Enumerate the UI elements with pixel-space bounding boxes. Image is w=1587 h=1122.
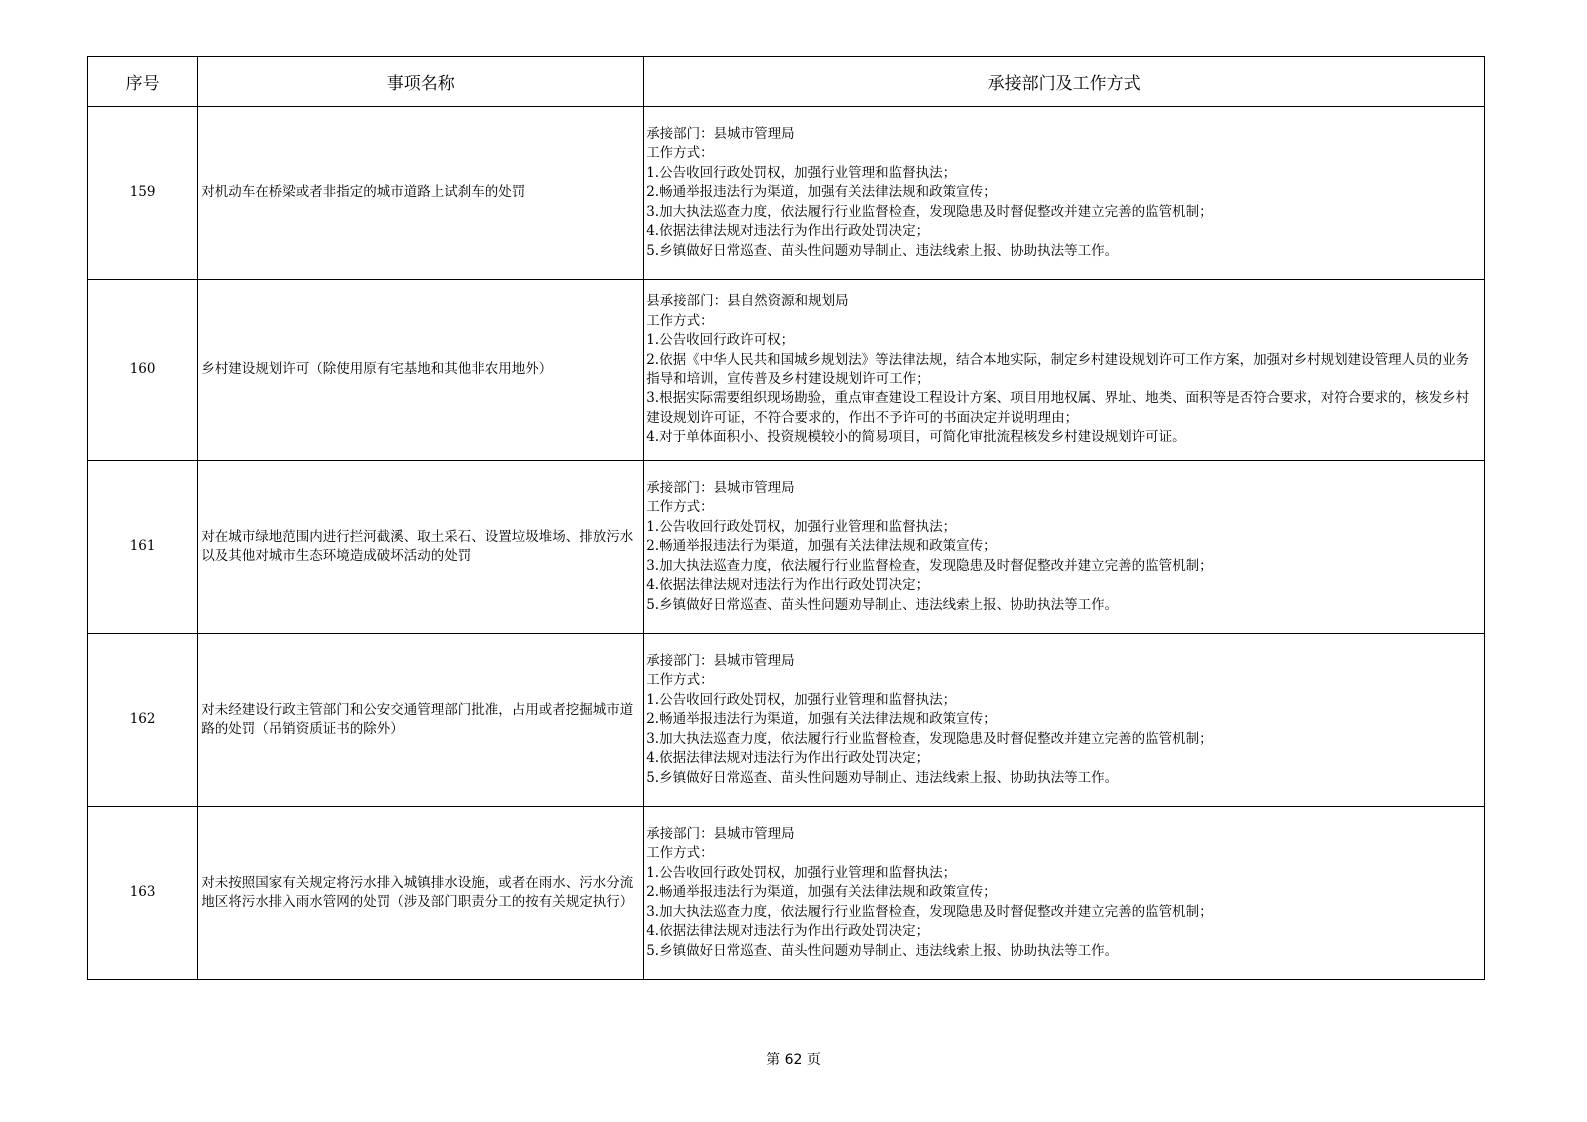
matters-table [87, 56, 1485, 980]
work-method-step: 1.公告收回行政处罚权，加强行业管理和监督执法； [646, 864, 957, 881]
work-method-step: 5.乡镇做好日常巡查、苗头性问题劝导制止、违法线索上报、协助执法等工作。 [646, 769, 1119, 786]
department-method-cell [644, 807, 1485, 980]
work-method-step: 3.加大执法巡查力度，依法履行行业监督检查，发现隐患及时督促整改并建立完善的监管机制； [646, 557, 1213, 574]
work-method-label: 工作方式： [646, 145, 714, 162]
header-department-and-method: 承接部门及工作方式 [644, 57, 1485, 107]
serial-number-cell: 160 [88, 280, 198, 461]
work-method-label: 工作方式： [646, 672, 714, 689]
work-method-step: 2.畅通举报违法行为渠道，加强有关法律法规和政策宣传； [646, 538, 997, 555]
table-row [88, 461, 1485, 634]
department-line: 承接部门：县城市管理局 [646, 826, 795, 843]
work-method-label: 工作方式： [646, 312, 714, 329]
item-name-cell: 对机动车在桥梁或者非指定的城市道路上试刹车的处罚 [198, 107, 644, 280]
work-method-step: 2.畅通举报违法行为渠道，加强有关法律法规和政策宣传； [646, 184, 997, 201]
table-row [88, 634, 1485, 807]
work-method-step: 3.加大执法巡查力度，依法履行行业监督检查，发现隐患及时督促整改并建立完善的监管机制； [646, 903, 1213, 920]
work-method-step: 1.公告收回行政处罚权，加强行业管理和监督执法； [646, 691, 957, 708]
serial-number-cell: 163 [88, 807, 198, 980]
table-header-row [88, 57, 1485, 107]
work-method-step: 4.依据法律法规对违法行为作出行政处罚决定； [646, 223, 930, 240]
work-method-label: 工作方式： [646, 499, 714, 516]
department-line: 县承接部门：县自然资源和规划局 [646, 293, 849, 310]
item-name-cell: 对在城市绿地范围内进行拦河截溪、取土采石、设置垃圾堆场、排放污水以及其他对城市生态环境造成破坏活动的处罚 [198, 461, 644, 634]
department-line: 承接部门：县城市管理局 [646, 653, 795, 670]
serial-number-cell: 159 [88, 107, 198, 280]
serial-number-cell: 161 [88, 461, 198, 634]
work-method-step: 4.依据法律法规对违法行为作出行政处罚决定； [646, 923, 930, 940]
work-method-step: 1.公告收回行政处罚权，加强行业管理和监督执法； [646, 164, 957, 181]
table-body [88, 107, 1485, 980]
table-row [88, 807, 1485, 980]
work-method-step: 3.加大执法巡查力度，依法履行行业监督检查，发现隐患及时督促整改并建立完善的监管机制； [646, 730, 1213, 747]
work-method-step: 4.依据法律法规对违法行为作出行政处罚决定； [646, 750, 930, 767]
work-method-step: 5.乡镇做好日常巡查、苗头性问题劝导制止、违法线索上报、协助执法等工作。 [646, 942, 1119, 959]
page-number: 第 62 页 [766, 1052, 821, 1068]
table-row [88, 107, 1485, 280]
department-method-cell [644, 634, 1485, 807]
department-method-cell [644, 107, 1485, 280]
item-name-cell: 对未按照国家有关规定将污水排入城镇排水设施，或者在雨水、污水分流地区将污水排入雨水管网的处罚（涉及部门职责分工的按有关规定执行） [198, 807, 644, 980]
work-method-step: 1.公告收回行政处罚权，加强行业管理和监督执法； [646, 518, 957, 535]
item-name-cell: 乡村建设规划许可（除使用原有宅基地和其他非农用地外） [198, 280, 644, 461]
work-method-step: 5.乡镇做好日常巡查、苗头性问题劝导制止、违法线索上报、协助执法等工作。 [646, 596, 1119, 613]
table-row [88, 280, 1485, 461]
work-method-step: 3.加大执法巡查力度，依法履行行业监督检查，发现隐患及时督促整改并建立完善的监管机制； [646, 203, 1213, 220]
work-method-step: 5.乡镇做好日常巡查、苗头性问题劝导制止、违法线索上报、协助执法等工作。 [646, 242, 1119, 259]
header-item-name: 事项名称 [198, 57, 644, 107]
work-method-step: 4.依据法律法规对违法行为作出行政处罚决定； [646, 577, 930, 594]
work-method-step: 2.依据《中华人民共和国城乡规划法》等法律法规，结合本地实际，制定乡村建设规划许可工作方案，加强对乡村规划建设管理人员的业务指导和培训，宣传普及乡村建设规划许可工作； [646, 351, 1470, 387]
work-method-step: 3.根据实际需要组织现场勘验，重点审查建设工程设计方案、项目用地权属、界址、地类、面积等是否符合要求，对符合要求的，核发乡村建设规划许可证，不符合要求的，作出不予许可的书面决定并说明理由； [646, 390, 1470, 426]
work-method-label: 工作方式： [646, 845, 714, 862]
department-line: 承接部门：县城市管理局 [646, 126, 795, 143]
serial-number-cell: 162 [88, 634, 198, 807]
work-method-step: 4.对于单体面积小、投资规模较小的简易项目，可简化审批流程核发乡村建设规划许可证。 [646, 429, 1186, 446]
header-serial-number: 序号 [88, 57, 198, 107]
work-method-step: 2.畅通举报违法行为渠道，加强有关法律法规和政策宣传； [646, 884, 997, 901]
work-method-step: 1.公告收回行政许可权； [646, 332, 795, 349]
department-line: 承接部门：县城市管理局 [646, 480, 795, 497]
work-method-step: 2.畅通举报违法行为渠道，加强有关法律法规和政策宣传； [646, 711, 997, 728]
item-name-cell: 对未经建设行政主管部门和公安交通管理部门批准，占用或者挖掘城市道路的处罚（吊销资质证书的除外） [198, 634, 644, 807]
department-method-cell [644, 461, 1485, 634]
department-method-cell [644, 280, 1485, 461]
